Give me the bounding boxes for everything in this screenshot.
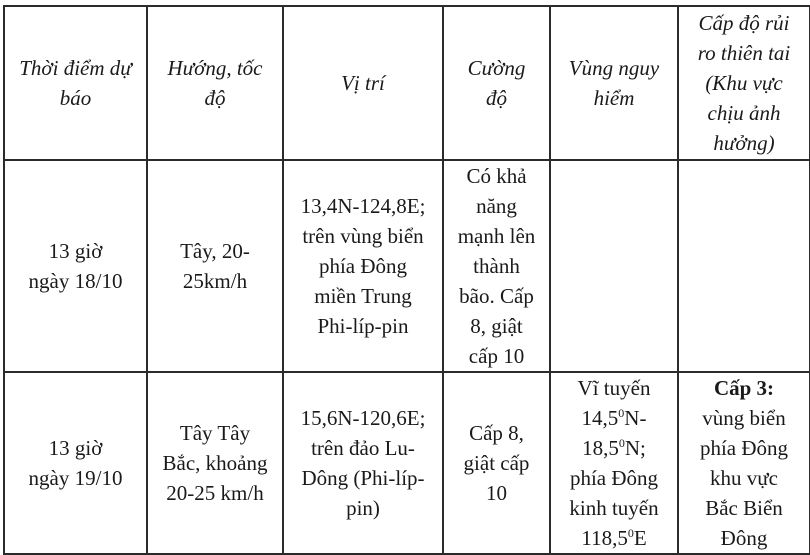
header-direction-speed bbox=[147, 6, 283, 160]
header-text: chịu ảnh bbox=[707, 101, 781, 125]
header-text: Vùng nguy bbox=[568, 56, 660, 80]
cell-danger-zone bbox=[550, 160, 678, 372]
header-position bbox=[283, 6, 443, 160]
value-text: 118,5 bbox=[581, 526, 628, 550]
cell-forecast-time bbox=[4, 372, 147, 554]
value-text: 14,5 bbox=[581, 406, 619, 430]
cell-text: 8, giật bbox=[470, 314, 523, 338]
cell-intensity bbox=[443, 372, 550, 554]
cell-text: bão. Cấp bbox=[459, 284, 534, 308]
header-text: Cường bbox=[467, 56, 526, 80]
header-intensity bbox=[443, 6, 550, 160]
cell-text: 15,6N-120,6E; bbox=[300, 406, 426, 430]
latitude-start bbox=[555, 403, 673, 433]
degree-sup: 0 bbox=[618, 436, 625, 450]
cell-risk-level bbox=[678, 160, 810, 372]
cell-text: phía Đông bbox=[569, 466, 659, 490]
header-text: báo bbox=[59, 86, 92, 110]
cell-text: Tây Tây bbox=[179, 421, 251, 445]
cell-intensity bbox=[443, 160, 550, 372]
longitude bbox=[555, 523, 673, 553]
header-danger-zone bbox=[550, 6, 678, 160]
cell-text: 13,4N-124,8E; bbox=[300, 194, 426, 218]
cell-direction-speed bbox=[147, 160, 283, 372]
cell-position bbox=[283, 372, 443, 554]
cell-text: miền Trung bbox=[314, 284, 412, 308]
cell-text: mạnh lên bbox=[457, 224, 536, 248]
cell-direction-speed bbox=[147, 372, 283, 554]
cell-text: 13 giờ bbox=[48, 436, 103, 460]
latitude-end bbox=[555, 433, 673, 463]
cell-text: Có khả bbox=[466, 164, 527, 188]
degree-sup: 0 bbox=[627, 526, 634, 540]
cell-text: Tây, 20- bbox=[180, 239, 250, 263]
header-text: Thời điểm dự bbox=[19, 56, 132, 80]
cell-text: 13 giờ bbox=[48, 239, 103, 263]
cell-risk-level bbox=[678, 372, 810, 554]
header-text: độ bbox=[204, 86, 226, 110]
cell-text: 25km/h bbox=[182, 269, 248, 293]
cell-forecast-time bbox=[4, 160, 147, 372]
cell-text: trên vùng biển bbox=[302, 224, 424, 248]
degree-sup: 0 bbox=[618, 406, 625, 420]
value-text: E bbox=[633, 526, 647, 550]
header-text: độ bbox=[486, 86, 507, 110]
value-text: N; bbox=[624, 436, 646, 460]
cell-text: Phi-líp-pin bbox=[317, 314, 409, 338]
header-text: Vị trí bbox=[341, 71, 385, 95]
header-text: Hướng, tốc bbox=[167, 56, 263, 80]
cell-text: Bắc Biển bbox=[705, 496, 783, 520]
cell-text: kinh tuyến bbox=[569, 496, 659, 520]
header-risk-level bbox=[678, 6, 810, 160]
cell-text: khu vực bbox=[710, 466, 778, 490]
cell-text: cấp 10 bbox=[468, 344, 525, 368]
cell-text: Đông bbox=[720, 526, 768, 550]
cell-text: thành bbox=[473, 254, 520, 278]
header-text: Cấp độ rủi bbox=[698, 11, 790, 35]
cell-text: ngày 18/10 bbox=[28, 269, 123, 293]
cell-text: 20-25 km/h bbox=[166, 481, 264, 505]
cell-text: trên đảo Lu- bbox=[311, 436, 415, 460]
cell-danger-zone bbox=[550, 372, 678, 554]
cell-text: Dông (Phi-líp- bbox=[301, 466, 425, 490]
risk-level-label: Cấp 3: bbox=[713, 376, 775, 400]
cell-text: năng bbox=[476, 194, 517, 218]
cell-text: Cấp 8, bbox=[469, 421, 524, 445]
value-text: N- bbox=[624, 406, 647, 430]
header-text: (Khu vực bbox=[705, 71, 783, 95]
cell-text: vùng biển bbox=[702, 406, 786, 430]
cell-text: phía Đông bbox=[699, 436, 789, 460]
header-text: hưởng) bbox=[713, 131, 775, 155]
storm-forecast-table bbox=[3, 5, 810, 555]
cell-text: Bắc, khoảng bbox=[162, 451, 268, 475]
table-row bbox=[4, 372, 810, 554]
cell-text: pin) bbox=[346, 496, 380, 520]
cell-text: 10 bbox=[486, 481, 507, 505]
value-text: 18,5 bbox=[582, 436, 619, 460]
cell-position bbox=[283, 160, 443, 372]
cell-text: phía Đông bbox=[318, 254, 408, 278]
table-header-row bbox=[4, 6, 810, 160]
header-forecast-time bbox=[4, 6, 147, 160]
cell-text: ngày 19/10 bbox=[28, 466, 123, 490]
cell-text: giật cấp bbox=[463, 451, 530, 475]
header-text: hiểm bbox=[593, 86, 635, 110]
header-text: ro thiên tai bbox=[697, 41, 791, 65]
cell-text: Vĩ tuyến bbox=[577, 376, 651, 400]
table-row bbox=[4, 160, 810, 372]
